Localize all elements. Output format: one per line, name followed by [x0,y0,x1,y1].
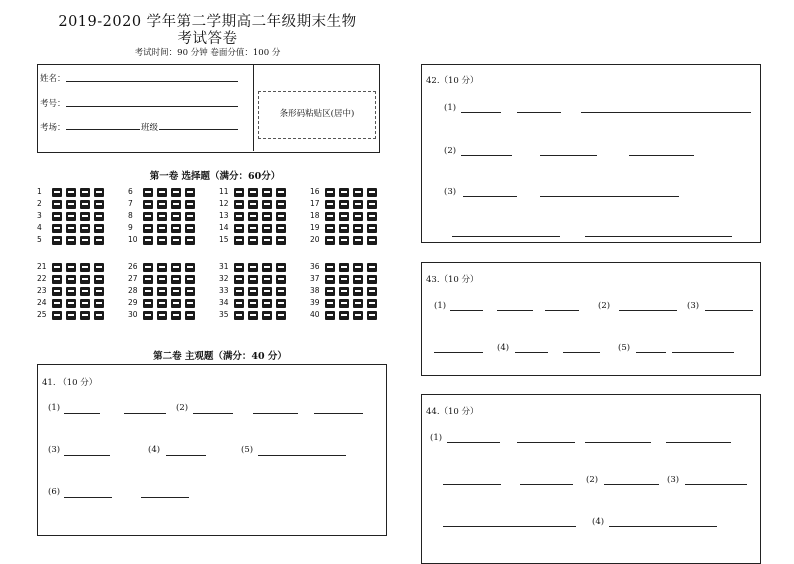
answer-bubble[interactable] [185,224,195,233]
answer-bubble[interactable] [325,299,335,308]
answer-bubble[interactable] [276,299,286,308]
question-number: 7 [128,199,133,208]
answer-bubble[interactable] [276,188,286,197]
q41-b2-label: (2) [176,403,189,413]
answer-bubble[interactable] [262,212,272,221]
q43-b5-field[interactable] [636,352,666,353]
answer-bubble[interactable] [325,200,335,209]
answer-bubble[interactable] [157,299,167,308]
q41-b3-label: (3) [48,445,61,455]
room-label: 考场： [40,123,66,133]
answer-bubble[interactable] [157,212,167,221]
answer-bubble[interactable] [353,236,363,245]
q43-label: 43.（10 分） [426,275,479,285]
q44-b2-pre-field-2[interactable] [520,484,573,485]
answer-bubble[interactable] [185,200,195,209]
answer-bubble[interactable] [94,236,104,245]
q41-b3-field[interactable] [64,455,110,456]
question-number: 30 [128,310,138,319]
question-number: 26 [128,262,138,271]
answer-bubble[interactable] [234,200,244,209]
answer-bubble[interactable] [66,275,76,284]
answer-bubble[interactable] [80,263,90,272]
q44-b3-field-2[interactable] [443,526,576,527]
q43-b2-field[interactable] [619,310,677,311]
q43-b3-label: (3) [687,301,700,311]
answer-bubble[interactable] [94,275,104,284]
answer-bubble[interactable] [367,212,377,221]
answer-bubble[interactable] [353,200,363,209]
question-number: 18 [310,211,320,220]
answer-bubble[interactable] [339,212,349,221]
answer-bubble[interactable] [80,200,90,209]
answer-bubble[interactable] [66,236,76,245]
question-number: 32 [219,274,229,283]
answer-bubble[interactable] [157,275,167,284]
q43-b1-field-3[interactable] [545,310,579,311]
q44-box [421,394,761,564]
answer-bubble[interactable] [94,200,104,209]
answer-bubble[interactable] [262,188,272,197]
choice-grid [0,0,415,330]
q41-b4-field[interactable] [166,455,206,456]
answer-bubble[interactable] [234,236,244,245]
q42-b2-field-3[interactable] [629,155,694,156]
q42-b2-label: (2) [444,146,457,156]
answer-bubble[interactable] [80,212,90,221]
answer-bubble[interactable] [353,287,363,296]
answer-bubble[interactable] [248,287,258,296]
q41-b2-field-2[interactable] [253,413,298,414]
question-number: 5 [37,235,42,244]
answer-bubble[interactable] [94,224,104,233]
answer-bubble[interactable] [325,236,335,245]
q42-box [421,64,761,243]
number-label: 考号： [40,99,66,109]
answer-bubble[interactable] [94,212,104,221]
answer-bubble[interactable] [157,287,167,296]
q44-b1-field[interactable] [447,442,500,443]
answer-bubble[interactable] [367,236,377,245]
answer-bubble[interactable] [94,188,104,197]
answer-bubble[interactable] [262,287,272,296]
answer-bubble[interactable] [143,188,153,197]
answer-bubble[interactable] [248,212,258,221]
question-number: 35 [219,310,229,319]
q41-b1-label: (1) [48,403,61,413]
answer-bubble[interactable] [143,275,153,284]
answer-bubble[interactable] [276,311,286,320]
answer-bubble[interactable] [325,275,335,284]
question-number: 29 [128,298,138,307]
question-number: 33 [219,286,229,295]
q41-b4-label: (4) [148,445,161,455]
answer-bubble[interactable] [52,224,62,233]
answer-bubble[interactable] [234,212,244,221]
answer-bubble[interactable] [66,263,76,272]
answer-bubble[interactable] [367,200,377,209]
answer-bubble[interactable] [367,275,377,284]
answer-bubble[interactable] [185,287,195,296]
question-number: 20 [310,235,320,244]
question-number: 4 [37,223,42,232]
question-number: 12 [219,199,229,208]
q43-b4-field-2[interactable] [563,352,600,353]
q41-b5-label: (5) [241,445,254,455]
answer-bubble[interactable] [276,287,286,296]
title-line-1: 2019-2020 学年第二学期高二年级期末生物 [58,14,357,30]
answer-bubble[interactable] [339,188,349,197]
answer-bubble[interactable] [52,275,62,284]
answer-bubble[interactable] [234,311,244,320]
q42-b3-field-4[interactable] [585,236,732,237]
answer-bubble[interactable] [185,188,195,197]
question-number: 1 [37,187,42,196]
q42-b1-field-2[interactable] [517,112,561,113]
answer-bubble[interactable] [171,200,181,209]
answer-bubble[interactable] [66,224,76,233]
answer-bubble[interactable] [171,263,181,272]
barcode-label: 条形码粘贴区(居中) [279,109,355,119]
q41-b2-field-3[interactable] [314,413,363,414]
q43-b2-label: (2) [598,301,611,311]
question-number: 8 [128,211,133,220]
question-number: 25 [37,310,47,319]
answer-bubble[interactable] [367,311,377,320]
answer-bubble[interactable] [276,224,286,233]
question-number: 40 [310,310,320,319]
answer-bubble[interactable] [157,263,167,272]
question-number: 3 [37,211,42,220]
answer-bubble[interactable] [367,263,377,272]
answer-bubble[interactable] [248,224,258,233]
answer-bubble[interactable] [234,188,244,197]
answer-bubble[interactable] [339,200,349,209]
answer-bubble[interactable] [80,275,90,284]
answer-bubble[interactable] [353,188,363,197]
q44-b4-field[interactable] [609,526,717,527]
q41-b5-field[interactable] [258,455,346,456]
answer-bubble[interactable] [52,236,62,245]
q42-b1-field-3[interactable] [581,112,751,113]
q42-b3-field[interactable] [463,196,517,197]
answer-bubble[interactable] [339,275,349,284]
answer-bubble[interactable] [185,275,195,284]
answer-bubble[interactable] [185,212,195,221]
answer-bubble[interactable] [66,287,76,296]
answer-bubble[interactable] [325,188,335,197]
answer-bubble[interactable] [52,263,62,272]
q43-b3-field[interactable] [705,310,753,311]
question-number: 28 [128,286,138,295]
question-number: 15 [219,235,229,244]
answer-bubble[interactable] [171,311,181,320]
answer-bubble[interactable] [157,200,167,209]
q44-label: 44.（10 分） [426,407,479,417]
answer-bubble[interactable] [339,311,349,320]
q44-b1-label: (1) [430,433,443,443]
answer-bubble[interactable] [276,212,286,221]
question-number: 6 [128,187,133,196]
answer-bubble[interactable] [325,212,335,221]
name-label: 姓名： [40,74,66,84]
answer-bubble[interactable] [80,287,90,296]
answer-bubble[interactable] [234,275,244,284]
answer-bubble[interactable] [157,224,167,233]
question-number: 31 [219,262,229,271]
question-number: 19 [310,223,320,232]
q42-label: 42.（10 分） [426,76,479,86]
answer-bubble[interactable] [185,263,195,272]
answer-bubble[interactable] [234,224,244,233]
q41-b6-field-2[interactable] [141,497,189,498]
answer-bubble[interactable] [66,188,76,197]
answer-bubble[interactable] [143,224,153,233]
answer-bubble[interactable] [66,200,76,209]
question-number: 13 [219,211,229,220]
answer-bubble[interactable] [262,263,272,272]
answer-bubble[interactable] [234,299,244,308]
answer-bubble[interactable] [262,236,272,245]
answer-bubble[interactable] [52,188,62,197]
question-number: 27 [128,274,138,283]
answer-bubble[interactable] [80,311,90,320]
answer-bubble[interactable] [248,200,258,209]
answer-bubble[interactable] [367,299,377,308]
q42-b3-field-2[interactable] [540,196,679,197]
answer-bubble[interactable] [325,311,335,320]
answer-bubble[interactable] [171,188,181,197]
answer-bubble[interactable] [339,299,349,308]
title-line-2: 考试答卷 [177,31,238,47]
q43-b1-label: (1) [434,301,447,311]
answer-bubble[interactable] [143,299,153,308]
q44-b2-label: (2) [586,475,599,485]
answer-bubble[interactable] [262,299,272,308]
answer-bubble[interactable] [339,287,349,296]
q42-b3-label: (3) [444,187,457,197]
answer-bubble[interactable] [367,188,377,197]
q41-label: 41. （10 分） [42,378,98,388]
answer-bubble[interactable] [248,236,258,245]
q44-b1-field-2[interactable] [517,442,575,443]
question-number: 11 [219,187,229,196]
answer-bubble[interactable] [66,299,76,308]
answer-bubble[interactable] [157,311,167,320]
q42-b2-field[interactable] [461,155,512,156]
question-number: 39 [310,298,320,307]
question-number: 2 [37,199,42,208]
answer-bubble[interactable] [276,236,286,245]
class-label: 班级 [141,123,159,133]
answer-bubble[interactable] [52,287,62,296]
q41-box [37,364,387,536]
section2-title: 第二卷 主观题（满分：40 分） [153,351,287,362]
answer-bubble[interactable] [52,299,62,308]
q43-b1-field[interactable] [450,310,483,311]
exam-info: 考试时间：90 分钟 卷面分值：100 分 [134,48,281,58]
q42-b1-field[interactable] [461,112,501,113]
question-number: 17 [310,199,320,208]
question-number: 38 [310,286,320,295]
q41-b6-field[interactable] [64,497,112,498]
q43-b4-field[interactable] [515,352,548,353]
answer-bubble[interactable] [80,188,90,197]
answer-bubble[interactable] [94,263,104,272]
answer-bubble[interactable] [276,263,286,272]
question-number: 22 [37,274,47,283]
answer-bubble[interactable] [325,263,335,272]
answer-bubble[interactable] [353,212,363,221]
answer-bubble[interactable] [143,200,153,209]
answer-bubble[interactable] [157,236,167,245]
answer-bubble[interactable] [94,311,104,320]
q43-b4-label: (4) [497,343,510,353]
question-number: 36 [310,262,320,271]
answer-bubble[interactable] [353,263,363,272]
question-number: 21 [37,262,47,271]
answer-bubble[interactable] [171,275,181,284]
question-number: 9 [128,223,133,232]
question-number: 10 [128,235,138,244]
answer-bubble[interactable] [248,275,258,284]
answer-bubble[interactable] [339,263,349,272]
answer-bubble[interactable] [353,311,363,320]
answer-bubble[interactable] [248,188,258,197]
q44-b2-field[interactable] [604,484,659,485]
q44-b4-label: (4) [592,517,605,527]
question-number: 37 [310,274,320,283]
answer-bubble[interactable] [80,236,90,245]
answer-bubble[interactable] [143,236,153,245]
answer-bubble[interactable] [248,299,258,308]
answer-bubble[interactable] [276,200,286,209]
answer-bubble[interactable] [185,236,195,245]
answer-bubble[interactable] [262,275,272,284]
answer-bubble[interactable] [325,224,335,233]
q43-b1-field-2[interactable] [497,310,533,311]
answer-bubble[interactable] [185,311,195,320]
answer-bubble[interactable] [248,263,258,272]
answer-bubble[interactable] [80,299,90,308]
answer-bubble[interactable] [353,224,363,233]
q44-b1-field-4[interactable] [666,442,731,443]
answer-bubble[interactable] [171,287,181,296]
answer-bubble[interactable] [143,263,153,272]
question-number: 24 [37,298,47,307]
answer-bubble[interactable] [248,311,258,320]
answer-bubble[interactable] [367,287,377,296]
answer-bubble[interactable] [52,212,62,221]
q41-b2-field[interactable] [193,413,233,414]
answer-bubble[interactable] [262,224,272,233]
q42-b3-field-3[interactable] [452,236,560,237]
question-number: 23 [37,286,47,295]
answer-bubble[interactable] [143,212,153,221]
answer-bubble[interactable] [66,212,76,221]
answer-bubble[interactable] [171,224,181,233]
answer-bubble[interactable] [276,275,286,284]
q43-box [421,262,761,376]
q42-b2-field-2[interactable] [540,155,597,156]
q43-b5-field-2[interactable] [672,352,734,353]
q41-b1-field[interactable] [64,413,100,414]
answer-bubble[interactable] [234,263,244,272]
q42-b1-label: (1) [444,103,457,113]
answer-bubble[interactable] [66,311,76,320]
q43-b5-label: (5) [618,343,631,353]
q44-b3-label: (3) [667,475,680,485]
answer-bubble[interactable] [185,299,195,308]
answer-bubble[interactable] [80,224,90,233]
q44-b3-field[interactable] [685,484,747,485]
answer-bubble[interactable] [52,311,62,320]
answer-bubble[interactable] [339,224,349,233]
answer-bubble[interactable] [143,287,153,296]
q41-b6-label: (6) [48,487,61,497]
question-number: 14 [219,223,229,232]
answer-bubble[interactable] [94,287,104,296]
answer-bubble[interactable] [171,212,181,221]
q41-b1-field-2[interactable] [124,413,166,414]
answer-bubble[interactable] [262,200,272,209]
q43-b3-field-2[interactable] [434,352,483,353]
answer-bubble[interactable] [143,311,153,320]
question-number: 34 [219,298,229,307]
answer-bubble[interactable] [234,287,244,296]
answer-bubble[interactable] [325,287,335,296]
answer-bubble[interactable] [171,299,181,308]
answer-bubble[interactable] [262,311,272,320]
answer-bubble[interactable] [52,200,62,209]
section1-title: 第一卷 选择题（满分：60分） [149,171,281,182]
answer-bubble[interactable] [339,236,349,245]
q44-b2-pre-field[interactable] [443,484,501,485]
answer-bubble[interactable] [157,188,167,197]
answer-bubble[interactable] [353,299,363,308]
answer-bubble[interactable] [353,275,363,284]
answer-bubble[interactable] [171,236,181,245]
question-number: 16 [310,187,320,196]
answer-bubble[interactable] [367,224,377,233]
answer-bubble[interactable] [94,299,104,308]
q44-b1-field-3[interactable] [585,442,651,443]
